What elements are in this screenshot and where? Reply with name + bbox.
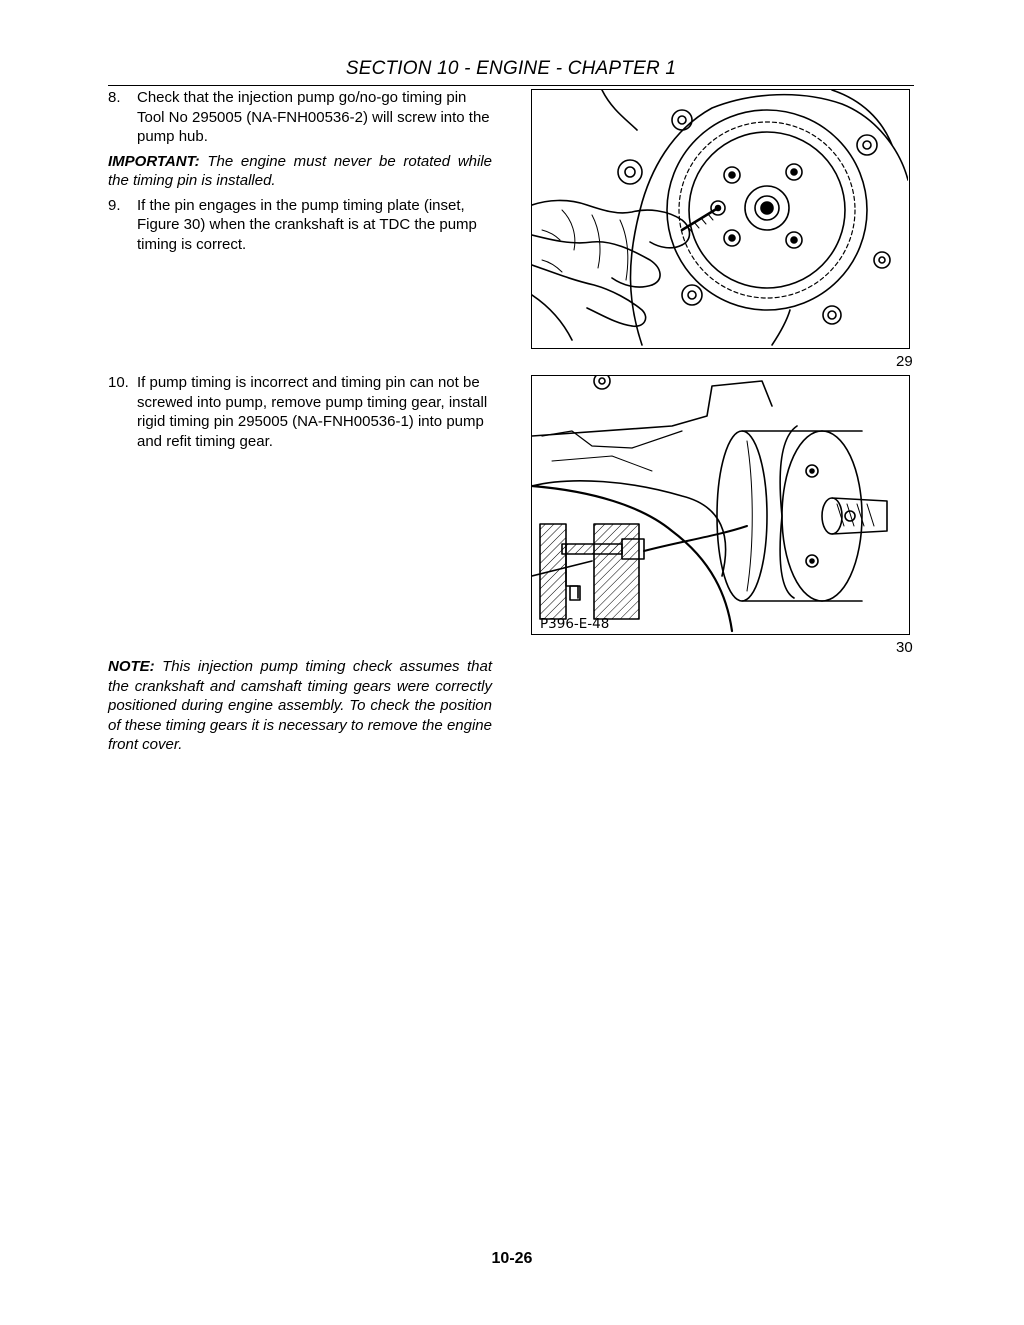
- step-text: Check that the injection pump go/no-go timing pin Tool No 295005 (NA-FNH00536-2) will screw into the pump hub.: [137, 89, 490, 145]
- step-text: If the pin engages in the pump timing plate (inset, Figure 30) when the crankshaft is at TDC the pump timing is correct.: [137, 196, 477, 253]
- timing-gear-illustration: [532, 90, 908, 347]
- instructions-top: [108, 88, 492, 254]
- step-number: 10.: [108, 374, 129, 391]
- important-text: The engine must never be rotated while the timing pin is installed.: [108, 152, 492, 189]
- section-header: SECTION 10 - ENGINE - CHAPTER 1: [345, 58, 677, 79]
- note-label: NOTE:: [108, 658, 155, 675]
- important-label: IMPORTANT:: [108, 152, 200, 170]
- step-9: [108, 196, 492, 255]
- step-number: 8.: [108, 89, 121, 106]
- important-note: [108, 152, 492, 191]
- figure-29: [531, 89, 910, 349]
- instructions-bottom: [108, 657, 492, 755]
- figure-29-number: 29: [896, 353, 913, 370]
- pump-timing-illustration: [532, 376, 908, 633]
- header-rule: [108, 85, 914, 86]
- figure-30: [531, 375, 910, 635]
- step-number: 9.: [108, 196, 121, 214]
- step-8: [108, 88, 492, 147]
- instructions-middle: [108, 373, 492, 451]
- page-number: 10-26: [491, 1250, 533, 1267]
- note-block: [108, 657, 492, 755]
- step-text: If pump timing is incorrect and timing pin can not be screwed into pump, remove pump timing gear, install rigid timing pin 295005 (NA-FNH00536-1) into pump and refit timing gear.: [137, 374, 488, 450]
- note-text: This injection pump timing check assumes that the crankshaft and camshaft timing gears were correctly positioned during engine assembly. To check the position of these timing gears it is necessary to remove the engine front cover.: [108, 658, 493, 753]
- figure-30-code: P396-E-48: [540, 616, 610, 632]
- step-10: [108, 373, 492, 451]
- figure-30-number: 30: [896, 639, 913, 656]
